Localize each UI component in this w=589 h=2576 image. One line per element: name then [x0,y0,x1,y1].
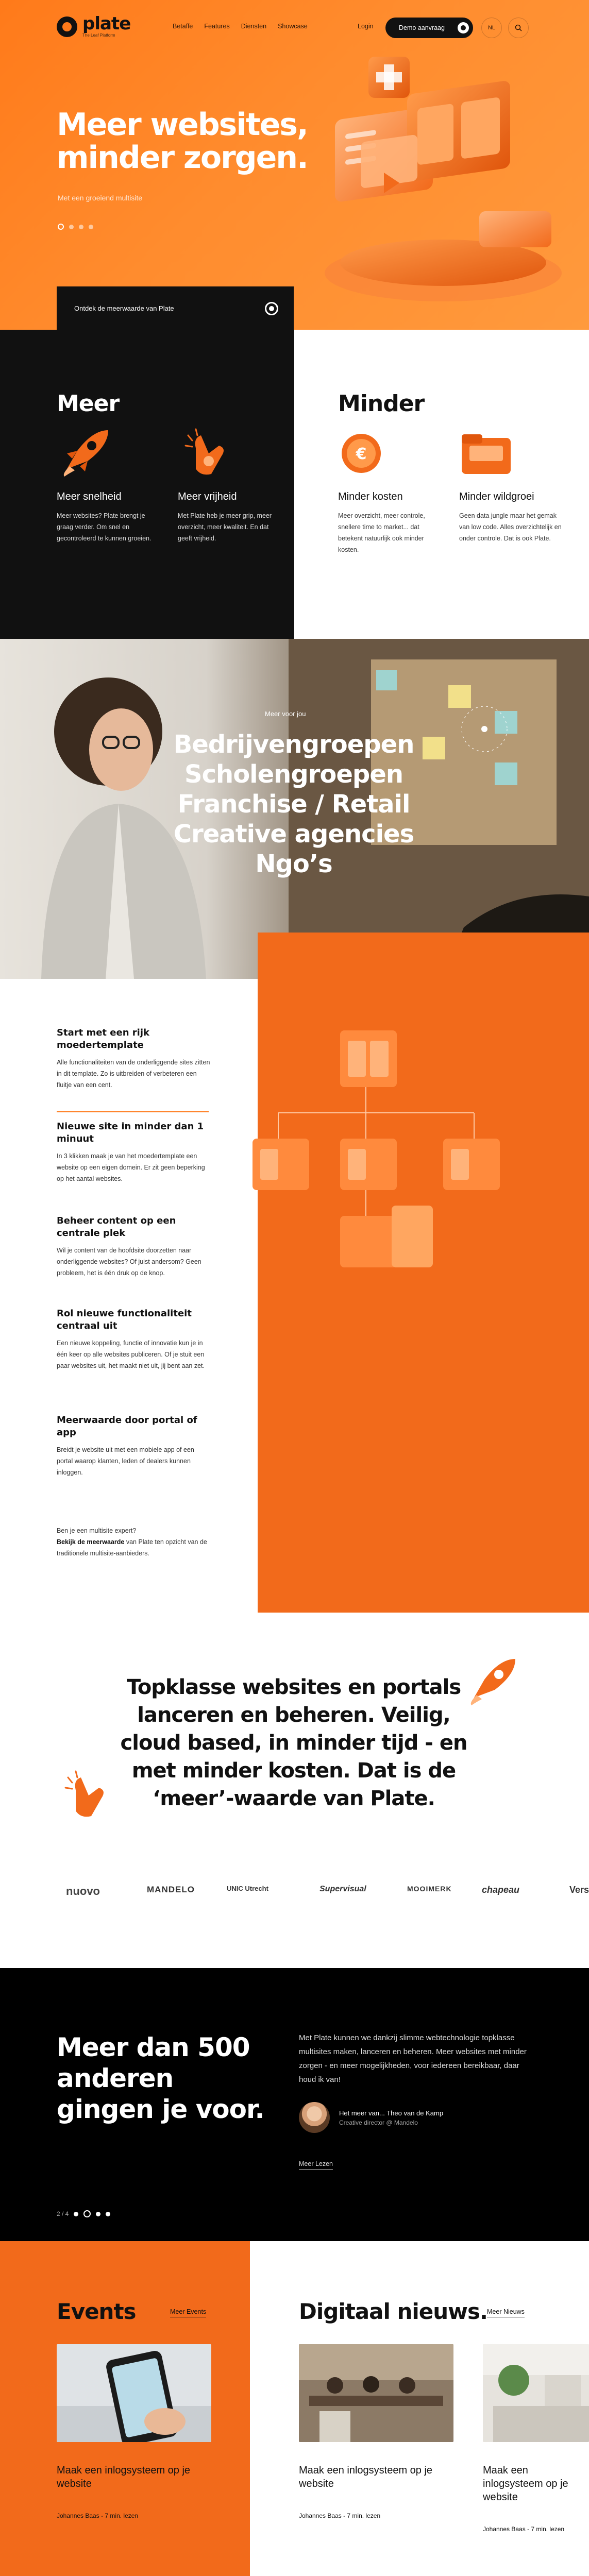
pagination-dot[interactable] [96,2212,100,2216]
feature-divider [57,1111,209,1112]
multisite-diagram-illustration [237,1020,577,1288]
brand-logo[interactable] [57,15,130,38]
news-section [250,2241,589,2576]
rocket-icon [464,1654,520,1710]
expert-rest: van Plate ten opzicht van de traditionele multisite-aanbieders. [57,1538,207,1557]
meer-section [0,330,294,639]
snap-fingers-icon [58,1767,114,1824]
client-logo: MOOIMERK [407,1885,452,1893]
pagination-dot[interactable] [74,2212,78,2216]
feature-central-content [57,1215,211,1279]
target-icon [458,22,469,33]
hero-3d-illustration [273,46,572,314]
more-news-link[interactable]: Meer Nieuws [487,2308,525,2317]
event-card-meta: Johannes Baas - 7 min. lezen [57,2512,139,2519]
testimonial-pagination [57,2210,110,2217]
rotating-badge-icon [453,698,515,760]
testimonial-quote: Met Plate kunnen we dankzij slimme webtechnologie topklasse multisites maken, lanceren en beheren. Meer websites met minder zorgen - en meer mogelijkheden, voor iedereen bereikbaar, daar houd ik van! [299,2033,527,2084]
feature-rollout [57,1308,211,1371]
page-counter: 2 / 4 [57,2210,69,2217]
feature-text: Breidt je website uit met een mobiele app of een portal waarop klanten, leden of dealers kunnen inloggen. [57,1446,194,1476]
feature-template [57,1027,211,1091]
client-logo: MANDELO [147,1885,195,1894]
demo-request-button[interactable] [385,18,473,38]
minder-wildgroei-title: Minder wildgroei [459,491,534,502]
target-icon [265,302,278,315]
audience-kicker: Meer voor jou [265,710,306,718]
news-card[interactable] [483,2344,589,2533]
audience-item: Creative agencies [173,820,414,849]
brand-name: plate [82,13,131,34]
folder-icon [459,425,516,482]
hero-title-line-1: Meer websites, [57,107,308,143]
plate-logo-icon [57,16,77,37]
slider-dot-active[interactable] [58,224,64,230]
nav-item-showcase[interactable]: Showcase [278,23,308,30]
slider-dot[interactable] [69,225,74,229]
feature-text: Een nieuwe koppeling, functie of innovatie kun je in één keer op alle websites publiceren. Of je stuit een paar websites uit, het maakt niet uit, jij bent aan zet. [57,1340,205,1369]
meer-vrijheid-title: Meer vrijheid [178,491,237,502]
events-title: Events [57,2299,136,2324]
nav-item-diensten[interactable]: Diensten [241,23,267,30]
news-card-meta: Johannes Baas - 7 min. lezen [483,2526,565,2533]
nav-item-features[interactable]: Features [204,23,230,30]
pagination-dot[interactable] [106,2212,110,2216]
feature-text: Wil je content van de hoofdsite doorzetten naar onderliggende websites? Of juist andersom? Geen probleem, het is één druk op de knop. [57,1247,201,1277]
expert-note [57,1525,211,1559]
news-card-title: Maak een inlogsysteem op je website [299,2465,433,2489]
hero-title [57,108,308,174]
event-card[interactable] [57,2344,211,2519]
feature-title: Meerwaarde door portal of app [57,1415,197,1438]
hero-title-line-2: minder zorgen. [57,140,308,176]
feature-title: Beheer content op een centrale plek [57,1215,176,1239]
language-button[interactable]: NL [481,18,502,38]
client-logo: Supervisual [319,1885,366,1893]
news-card-image [299,2344,453,2442]
news-card-image [483,2344,589,2442]
rocket-icon [57,425,113,482]
client-logo: nuovo [66,1885,100,1897]
author-name: Het meer van... Theo van de Kamp [339,2109,444,2117]
brand-tagline: The Leaf Platform [82,33,115,38]
meer-title: Meer [57,391,120,417]
avatar [299,2102,330,2133]
testimonial-title: Meer dan 500 anderen gingen je voor. [57,2032,264,2124]
meer-snelheid-text: Meer websites? Plate brengt je graag verder. Om snel en gecontroleerd te kunnen groeien. [57,512,152,542]
svg-text:€: € [356,445,367,463]
feature-title: Nieuwe site in minder dan 1 minuut [57,1121,204,1144]
audience-item: Bedrijvengroepen [173,730,414,759]
search-button[interactable] [508,18,529,38]
coin-icon [338,425,395,482]
news-card-meta: Johannes Baas - 7 min. lezen [299,2512,381,2519]
main-nav [173,23,308,30]
feature-new-site [57,1121,211,1184]
search-icon [515,24,522,31]
feature-portal [57,1414,211,1478]
meer-vrijheid-text: Met Plate heb je meer grip, meer overzicht, meer kwaliteit. En dat geeft vrijheid. [178,512,272,542]
minder-kosten-title: Minder kosten [338,491,403,502]
more-events-link[interactable]: Meer Events [170,2308,206,2317]
nav-item-betaffe[interactable]: Betaffe [173,23,193,30]
expert-link[interactable]: Bekijk de meerwaarde [57,1538,125,1546]
read-more-link[interactable]: Meer Lezen [299,2160,333,2170]
hero-slider-dots [58,224,93,230]
audience-item: Franchise / Retail [177,790,410,819]
minder-kosten-block [338,425,441,555]
minder-section [294,330,589,639]
discover-label: Ontdek de meerwaarde van Plate [74,304,174,312]
client-logo: UNIC Utrecht [227,1885,268,1892]
author-role: Creative director @ Mandelo [339,2119,418,2126]
audience-item: Scholengroepen [184,760,403,789]
audience-list [170,730,417,879]
feature-title: Rol nieuwe functionaliteit centraal uit [57,1308,192,1331]
news-card[interactable] [299,2344,453,2519]
client-logo: Vers [569,1885,589,1895]
feature-text: In 3 klikken maak je van het moedertemplate een website op een eigen domein. Er zit geen beperking op het aantal websites. [57,1153,205,1182]
client-logo-strip [0,1875,589,1906]
feature-text: Alle functionaliteiten van de onderliggende sites zitten in dit template. Zo is uitbreiden of verbeteren een fluitje van een cent. [57,1059,210,1089]
expert-question: Ben je een multisite expert? [57,1527,137,1534]
client-logo: chapeau [482,1885,520,1895]
minder-kosten-text: Meer overzicht, meer controle, snellere time to market... dat betekent natuurlijk ook minder kosten. [338,512,425,553]
hero-section [0,0,589,330]
login-link[interactable]: Login [358,23,374,30]
slider-dot[interactable] [79,225,83,229]
slider-dot[interactable] [89,225,93,229]
meer-vrijheid-block [178,425,281,544]
news-card-title: Maak een inlogsysteem op je website [483,2465,568,2503]
meer-snelheid-block [57,425,160,544]
event-card-title: Maak een inlogsysteem op je website [57,2465,191,2489]
events-section [0,2241,250,2576]
snap-fingers-icon [178,425,234,482]
minder-wildgroei-block [459,425,562,544]
minder-wildgroei-text: Geen data jungle maar het gemak van low code. Alles overzichtelijk en onder controle. Dat is ook Plate. [459,512,562,542]
news-title: Digitaal nieuws. [299,2299,487,2324]
minder-title: Minder [338,391,425,417]
demo-button-label: Demo aanvraag [399,24,445,31]
audience-item: Ngo’s [255,850,332,878]
meer-snelheid-title: Meer snelheid [57,491,122,502]
value-proposition-text: Topklasse websites en portals lanceren en beheren. Veilig, cloud based, in minder tijd - en met minder kosten. Dat is de ‘meer’-waarde van Plate. [120,1675,467,1810]
feature-title: Start met een rijk moedertemplate [57,1027,149,1050]
testimonial-section [0,1968,589,2241]
pagination-dot-active[interactable] [83,2210,91,2217]
discover-value-link[interactable] [57,286,294,330]
event-card-image [57,2344,211,2442]
testimonial-author [299,2102,443,2133]
hero-subtitle: Met een groeiend multisite [58,194,143,202]
